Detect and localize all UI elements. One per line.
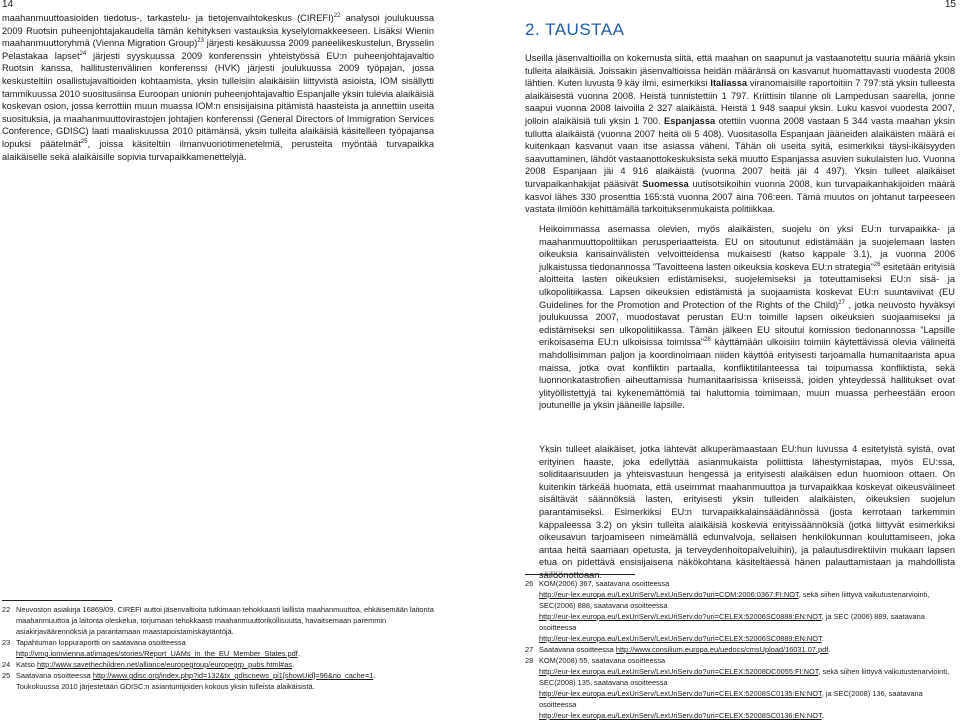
background-paragraph-1: Useilla jäsenvaltioilla on kokemusta siitä, että maahan on saapunut ja vastaanotettu suuria määriä yksin tulleita alaikäisiä. Joissakin jäsenvaltioissa heidän määränsä on kasvanut huomattavasti vuodesta 2008 lähtien. Kuten luvusta 9 käy ilmi, esimerkiksi Italiassa viranomaisille raportoitiin 7 797:stä yksin tulleesta alaikäisestä vuonna 2008. Heistä tunnistettiin 1 797. Kriittisin tilanne oli Lampedusan saarella, jonne saapui vuonna 2008 laivoilla 2 327 alaikäistä. Heistä 1 948 saapui yksin. Luku kasvoi vuodesta 2007, jolloin alaikäisiä tuli yksin 1 700. Espanjassa otettiin vuonna 2008 vastaan 5 344 vasta maahan yksin tullutta alaikäistä (vuonna 2007 heitä oli 5 408). Vuositasolla Espanjaan jääneiden alaikäisten määrä ei kuitenkaan kasvanut vaan itse asiassa väheni. Tähän oli useita syitä, esimerkiksi täysi-ikäisyyden saavuttaminen, lähdöt vastaanottokeskuksista sekä muutto Espanjassa asuvien sukulaisten luo. Vuonna 2008 Espanjaan jäi 4 916 alaikäistä (vuonna 2007 heitä jäi 4 497). Yksin tulleet alaikäiset turvapaikanhakijat pääsivät Suomessa uutisotsikoihin vuonna 2008, kun turvapaikanhakijoiden määrä kasvoi lähes 330 prosenttia 165:stä vuonna 2007 aina 706:een. Tämä muutos on johtanut tarpeeseen vastata ilmiöön kehittämällä tarkoituksenmukaista politiikkaa. bbox=[525, 53, 955, 215]
footnote-link[interactable]: http://www.consilium.europa.eu/uedocs/cmsUpload/16031.07.pdf bbox=[615, 645, 829, 654]
footnote-23: 23 Tapahtuman loppuraportti on saatavana osoitteessa bbox=[2, 638, 186, 647]
footnote-ref-28[interactable]: 28 bbox=[704, 337, 711, 344]
footnote-ref-25[interactable]: 25 bbox=[80, 138, 88, 145]
footnote-23-link: http://vmg.iomvienna.at/images/stories/Report_UAMs_in_the_EU_Member_States.pdf. bbox=[16, 649, 300, 658]
page-number-left: 14 bbox=[2, 0, 14, 10]
footnote-28-link-a: http://eur-lex.europa.eu/LexUriServ/LexUriServ.do?uri=CELEX:52008DC0055:FI:NOT, sekä siihen liittyvä vaikutustenarviointi, SEC(2008) 135, saatavana osoitteessa bbox=[539, 667, 950, 687]
footnote-link[interactable]: http://eur-lex.europa.eu/LexUriServ/LexUriServ.do?uri=COM:2006:0367:FI:NOT bbox=[539, 590, 799, 599]
footnote-26-link-c: http://eur-lex.europa.eu/LexUriServ/LexUriServ.do?uri=CELEX:52006SC0889:EN:NOT. bbox=[539, 634, 824, 643]
footnote-28: 28 KOM(2008) 55, saatavana osoitteessa bbox=[525, 656, 666, 665]
footnotes-left bbox=[2, 604, 438, 692]
footnote-link[interactable]: http://eur-lex.europa.eu/LexUriServ/LexUriServ.do?uri=CELEX:52008SC0135:EN:NOT bbox=[539, 689, 822, 698]
footnote-link[interactable]: http://vmg.iomvienna.at/images/stories/Report_UAMs_in_the_EU_Member_States.pdf bbox=[16, 649, 298, 658]
footnote-divider-left bbox=[2, 600, 112, 601]
footnote-24: 24 Katso http://www.savethechildren.net/alliance/europegroup/europegrp_pubs.html#as. bbox=[2, 660, 295, 669]
footnote-link[interactable]: http://eur-lex.europa.eu/LexUriServ/LexUriServ.do?uri=CELEX:52006SC0889:EN:NOT bbox=[539, 634, 822, 643]
footnote-25-cont: Toukokuussa 2010 järjestetään GDISC:n asiantuntijoiden kokous yksin tulleista alaikäisistä. bbox=[16, 682, 315, 691]
section-heading: 2. TAUSTAA bbox=[525, 20, 625, 39]
footnote-28-link-c: http://eur-lex.europa.eu/LexUriServ/LexUriServ.do?uri=CELEX:52008SC0136:EN:NOT. bbox=[539, 711, 824, 720]
footnote-link[interactable]: http://eur-lex.europa.eu/LexUriServ/LexUriServ.do?uri=CELEX:52008SC0136:EN:NOT bbox=[539, 711, 822, 720]
left-paragraph: maahanmuuttoasioiden tiedotus-, tarkastelu- ja tietojenvaihtokeskus (CIREFI)$^{22}$ analysoi joulukuussa 2009 Ruotsin puheenjohtajakaudella tämän kehityksen vastauksia kyselylomakkeeseen. Lisäksi Wienin maahanmuuttoryhmä (Vienna Migration Group)$^{23}$ järjesti kesäkuussa 2009 paneelikeskustelun, Brysselin Pelastakaa lapset$^{24}$ järjesti syyskuussa 2009 konferenssin yhteistyössä EU:n puheenjohtajavaltio Ruotsin kanssa, hallitustenvälinen konferenssi (HVK) järjesti joulukuussa 2009 työpajan, jossa keskusteltiin osallistujavaltioiden kohtaamista, yksin tulleisiin alaikäisiin liittyvistä asioista, IOM sisällytti tammikuussa 2010 suositusiinsa Euroopan unionin puheenjohtajavaltio Espanjalle yksin tulevia alaikäisiä koskevan osion, jossa kerrottiin muun muassa IOM:n ensisijaisina pitämistä haasteista ja annettiin useita suosituksia, ja maahanmuuttovirastojen johtajien konferenssi (General Directors of Immigration Services Conference, GDISC) laati maaliskuussa 2010 pitämänsä, yksin tulleita alaikäisiä käsitelleen työpajansa lopuksi päätelmät$^{25}$, joissa käsiteltiin ilmanvuoriotimenetelmiä, perusteita myöntää turvapaikka alaikäiselle sekä alaikäisille sopivia turvapaikkamenettelyjä. bbox=[2, 12, 434, 162]
footnote-link[interactable]: http://www.savethechildren.net/alliance/europegroup/europegrp_pubs.html#as bbox=[36, 660, 293, 669]
footnote-26-link-b: http://eur-lex.europa.eu/LexUriServ/LexUriServ.do?uri=CELEX:52006SC0888:EN:NOT, ja SEC (2006) 889, saatavana osoitteessa bbox=[539, 612, 925, 632]
background-paragraph-3: Yksin tulleet alaikäiset, jotka lähtevät alkuperämaastaan EU:hun luvussa 4 esitetyistä syistä, ovat erityinen haaste, joka edellyttää asianmukaista poliittista lähestymistapaa, myös EU:ssa, soliditaarisuuden ja yhteisvastuun hengessä ja erityisesti alaikäisen edun huomioon ottaen. On kuitenkin tärkeää huomata, että useimmat maahanmuuttoa ja turvapaikkaa koskevat oikeusvälineet sisältävät säännöksiä lasten, erityisesti yksin tulleiden alaikäisten, oikeuksien suojelun parantamiseksi. Esimerkiksi EU:n turvapaikkalainsäädännössä (josta kerrotaan tarkemmin kappaleessa 3.2) on yksin tulleita alaikäisiä koskevia erityissäännöksiä (jotka liittyvät esimerkiksi oikeusavun tarjoamiseen nimeämällä edunvalvoja, sellaisen henkilökunnan kouluttamiseen, joka antaa heitä saamaan opetusta, ja terveydenhoitopalveluihin), ja palautusdirektiivin mukaan lapsen etua on pidettävä ensisijaisena näkökohtana käsiteltäessä hänen palauttamistaan ja mahdollista bbox=[539, 444, 955, 568]
footnotes-right bbox=[525, 578, 957, 721]
footnote-28-link-b: http://eur-lex.europa.eu/LexUriServ/LexUriServ.do?uri=CELEX:52008SC0135:EN:NOT, ja SEC(2008) 136, saatavana osoitteessa bbox=[539, 689, 923, 709]
footnote-26: 26 KOM(2006) 367, saatavana osoitteessa bbox=[525, 579, 670, 588]
footnote-25: 25 Saatavana osoitteessa http://www.gdisc.org/index.php?id=132&tx_gdiscnews_pi1[showUid]=96&no_cache=1. bbox=[2, 671, 376, 680]
page-number-right: 15 bbox=[944, 0, 956, 10]
footnote-27: 27 Saatavana osoitteessa http://www.consilium.europa.eu/uedocs/cmsUpload/16031.07.pdf. bbox=[525, 645, 831, 654]
footnote-ref-23[interactable]: 23 bbox=[197, 38, 204, 45]
footnote-ref-22[interactable]: 22 bbox=[333, 12, 341, 19]
footnote-ref-24[interactable]: 24 bbox=[79, 50, 87, 57]
footnote-ref-26[interactable]: 26 bbox=[873, 261, 881, 268]
left-column-text bbox=[2, 12, 434, 163]
footnote-26-link-a: http://eur-lex.europa.eu/LexUriServ/LexUriServ.do?uri=COM:2006:0367:FI:NOT, sekä siihen liittyvä vaikutustenarviointi, SEC(2006) 888, saatavana osoitteessa bbox=[539, 590, 930, 610]
footnote-link[interactable]: http://www.gdisc.org/index.php?id=132&tx_gdiscnews_pi1[showUid]=96&no_cache=1 bbox=[92, 671, 374, 680]
footnote-22: 22 Neuvoston asiakirja 16869/09. CIREFI auttoi jäsenvaltioita tutkimaan tehokkaasti laillista maahanmuuttoa, ehkäisemään laitonta maahanmuuttoa ja laitonta oleskelua, torjumaan tehokkaasti maahanmuuttorikollisuutta, havaitsemaan paremmin asiakirjaväärennöksiä ja parantamaan maastapoistamiskäytäntöjä. bbox=[2, 605, 434, 636]
footnote-ref-27[interactable]: 27 bbox=[838, 299, 845, 306]
footnote-link[interactable]: http://eur-lex.europa.eu/LexUriServ/LexUriServ.do?uri=CELEX:52008DC0055:FI:NOT bbox=[539, 667, 819, 676]
footnote-divider-right bbox=[525, 574, 635, 575]
background-paragraph-2: Heikoimmassa asemassa olevien, myös alaikäisten, suojelu on yksi EU:n turvapaikka- ja maahanmuuttopolitiikan perusperiaatteista. EU on sitoutunut edistämään ja suojelemaan lasten oikeuksia kansainvälisten velvoitteidensa mukaisesti (katso kappale 3.1), ja vuonna 2006 julkaistussa tiedonannossa ”Tavoitteena lasten oikeuksia koskeva EU:n strategia”$^{26}$ esitetään erityisiä aloitteita lasten oikeuksien edistämiseksi, suojelemiseksi ja toteuttamiseksi EU:n sisä- ja ulkopolitiikassa. Lapsen oikeuksien edistämistä ja suojaamista koskevat EU:n suuntaviivat (EU Guidelines for the Promotion and Protection of the Rights of the Child)$^{27}$ , jotka neuvosto hyväksyi joulukuussa 2007, muodostavat perustan EU:n toimille lapsen oikeuksien suojaamiseksi ja edistämiseksi sen ulkopolitiikassa. Tämän jälkeen EU sitoutui komission tiedonannossa ”Lapsille erikoisasema EU:n ulkoisissa toimissa”$^{28}$ käyttämään ulkoisiin toimiin käytettävissä olevia välineitä mahdollisimman paljon ja koordinoimaan niiden käyttöä erityisesti tarjoamalla humanitaarista apua maissa, jotka ovat konfliktin partaalla, konfliktitilanteessa tai toipumassa konfliktista, sekä luonnonkatastrofien aiheuttamissa humanitaarisissa kriiseissä, joiden yhteydessä hallitukset ovat ylityöllistettyjä tai kykenemättömiä tai haluttomia toimimaan, muun muassa perheestään eroon joutuneille ja yksin jääneille lapsille. bbox=[539, 224, 955, 411]
footnote-link[interactable]: http://eur-lex.europa.eu/LexUriServ/LexUriServ.do?uri=CELEX:52006SC0888:EN:NOT bbox=[539, 612, 822, 621]
